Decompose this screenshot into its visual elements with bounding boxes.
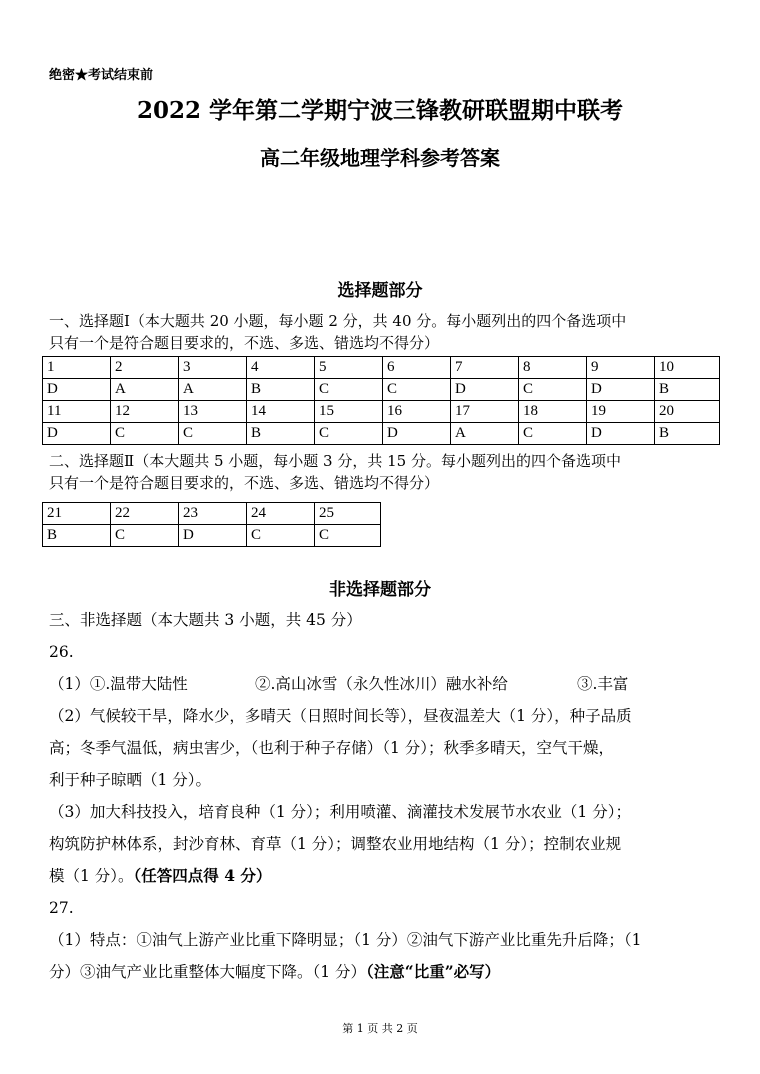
- answer-cell: A: [451, 423, 519, 445]
- answer-cell: C: [179, 423, 247, 445]
- document-subtitle: 高二年级地理学科参考答案: [260, 146, 500, 170]
- question-number-cell: 22: [111, 503, 179, 525]
- answer-cell: C: [111, 423, 179, 445]
- q26-p3-line3: [49, 860, 271, 892]
- question-number-cell: 8: [519, 357, 587, 379]
- q26-p2-line1: （2）气候较干旱，降水少，多晴天（日照时间长等），昼夜温差大（1 分），种子品质: [49, 707, 632, 725]
- table-row: [43, 357, 720, 379]
- answer-cell: C: [519, 423, 587, 445]
- question-number-cell: 1: [43, 357, 111, 379]
- part2-answer-table: [42, 502, 381, 547]
- q26-p3-line3-text: 模（1 分）。: [49, 867, 134, 885]
- answer-cell: B: [247, 379, 315, 401]
- question-number-cell: 12: [111, 401, 179, 423]
- question-number-cell: 20: [655, 401, 720, 423]
- question-number-cell: 16: [383, 401, 451, 423]
- nonchoice-section-heading: 非选择题部分: [329, 580, 431, 600]
- part3-intro: 三、非选择题（本大题共 3 小题，共 45 分）: [49, 611, 362, 629]
- q26-number: 26.: [49, 643, 74, 661]
- answer-cell: D: [587, 379, 655, 401]
- question-number-cell: 2: [111, 357, 179, 379]
- table-row: [43, 379, 720, 401]
- question-number-cell: 7: [451, 357, 519, 379]
- question-number-cell: 24: [247, 503, 315, 525]
- answer-cell: A: [179, 379, 247, 401]
- question-number-cell: 13: [179, 401, 247, 423]
- question-number-cell: 10: [655, 357, 720, 379]
- question-number-cell: 3: [179, 357, 247, 379]
- q27-number: 27.: [49, 899, 74, 917]
- q26-p3-line1: （3）加大科技投入，培育良种（1 分）；利用喷灌、滴灌技术发展节水农业（1 分）；: [49, 803, 631, 821]
- answer-cell: B: [247, 423, 315, 445]
- question-number-cell: 23: [179, 503, 247, 525]
- answer-cell: A: [111, 379, 179, 401]
- answer-cell: D: [383, 423, 451, 445]
- question-number-cell: 4: [247, 357, 315, 379]
- answer-cell: D: [587, 423, 655, 445]
- answer-cell: C: [315, 525, 381, 547]
- part1-answer-table: [42, 356, 720, 445]
- question-number-cell: 25: [315, 503, 381, 525]
- question-number-cell: 6: [383, 357, 451, 379]
- document-title: 2022 学年第二学期宁波三锋教研联盟期中联考: [136, 97, 624, 124]
- question-number-cell: 15: [315, 401, 383, 423]
- q26-p2-line3: 利于种子晾晒（1 分）。: [49, 771, 212, 789]
- table-row: [43, 423, 720, 445]
- table-row: [43, 503, 381, 525]
- answer-cell: C: [519, 379, 587, 401]
- answer-cell: D: [43, 379, 111, 401]
- answer-cell: D: [451, 379, 519, 401]
- q26-p1-c: ③.丰富: [577, 675, 629, 693]
- q27-p1-line2-text: 分）③油气产业比重整体大幅度下降。（1 分）: [49, 963, 367, 981]
- confidential-mark: 绝密★考试结束前: [49, 68, 154, 83]
- q26-p1-a: （1）①.温带大陆性: [49, 675, 188, 693]
- q27-scoring-note: （注意“比重”必写）: [366, 962, 501, 981]
- choice-section-heading: 选择题部分: [337, 281, 423, 301]
- question-number-cell: 11: [43, 401, 111, 423]
- question-number-cell: 5: [315, 357, 383, 379]
- answer-cell: D: [43, 423, 111, 445]
- answer-cell: C: [111, 525, 179, 547]
- part1-intro-line1: 一、选择题Ⅰ（本大题共 20 小题，每小题 2 分，共 40 分。每小题列出的四个备选项中: [49, 312, 627, 330]
- q26-scoring-note: （任答四点得 4 分）: [133, 866, 272, 885]
- question-number-cell: 17: [451, 401, 519, 423]
- part1-intro-line2: 只有一个是符合题目要求的，不选、多选、错选均不得分）: [49, 334, 440, 352]
- q26-p1-b: ②.高山冰雪（永久性冰川）融水补给: [255, 675, 508, 693]
- table-row: [43, 401, 720, 423]
- answer-cell: B: [43, 525, 111, 547]
- page-footer: 第 1 页 共 2 页: [342, 1022, 418, 1035]
- question-number-cell: 21: [43, 503, 111, 525]
- question-number-cell: 18: [519, 401, 587, 423]
- q26-p3-line2: 构筑防护林体系，封沙育林、育草（1 分）；调整农业用地结构（1 分）；控制农业规: [49, 835, 622, 853]
- answer-cell: D: [179, 525, 247, 547]
- question-number-cell: 19: [587, 401, 655, 423]
- question-number-cell: 14: [247, 401, 315, 423]
- answer-cell: B: [655, 423, 720, 445]
- answer-cell: C: [315, 379, 383, 401]
- part2-intro-line2: 只有一个是符合题目要求的，不选、多选、错选均不得分）: [49, 474, 440, 492]
- q26-p2-line2: 高；冬季气温低，病虫害少，（也利于种子存储）（1 分）；秋季多晴天，空气干燥，: [49, 739, 615, 757]
- q27-p1-line1: （1）特点：①油气上游产业比重下降明显；（1 分）②油气下游产业比重先升后降；（1: [49, 931, 642, 949]
- answer-cell: C: [383, 379, 451, 401]
- answer-cell: C: [315, 423, 383, 445]
- part2-intro-line1: 二、选择题Ⅱ（本大题共 5 小题，每小题 3 分，共 15 分。每小题列出的四个备选项中: [49, 452, 621, 470]
- answer-cell: B: [655, 379, 720, 401]
- answer-cell: C: [247, 525, 315, 547]
- table-row: [43, 525, 381, 547]
- question-number-cell: 9: [587, 357, 655, 379]
- q27-p1-line2: [49, 956, 500, 988]
